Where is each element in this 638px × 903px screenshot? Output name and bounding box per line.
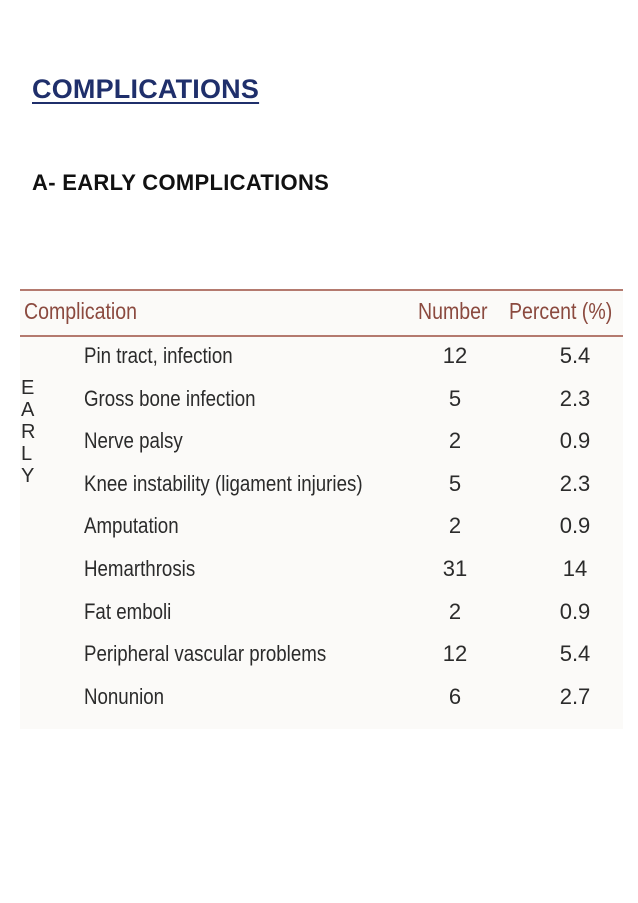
cell-percent: 5.4	[559, 641, 591, 667]
cell-complication: Hemarthrosis	[84, 555, 196, 581]
header-number: Number	[418, 298, 488, 324]
table-top-rule	[20, 289, 623, 291]
group-letter: A	[21, 399, 35, 421]
table-row	[20, 678, 623, 721]
cell-number: 31	[442, 555, 468, 581]
cell-number: 12	[442, 343, 468, 368]
cell-complication: Nonunion	[84, 683, 165, 709]
cell-complication: Amputation	[84, 513, 179, 539]
group-letter: Y	[21, 465, 35, 487]
table-row	[20, 635, 623, 678]
table-body	[20, 337, 623, 720]
cell-percent: 2.7	[559, 683, 591, 709]
table-row	[20, 593, 623, 636]
group-letter: E	[21, 377, 35, 399]
cell-number: 5	[448, 470, 462, 496]
table-row	[20, 337, 623, 380]
cell-percent: 0.9	[559, 428, 591, 454]
header-percent: Percent (%)	[509, 298, 613, 324]
complications-table	[20, 289, 623, 729]
section-heading: A- EARLY COMPLICATIONS	[32, 170, 330, 195]
cell-complication: Pin tract, infection	[84, 343, 233, 368]
cell-percent: 0.9	[559, 598, 591, 624]
cell-number: 12	[442, 641, 468, 667]
group-letter: L	[21, 443, 33, 465]
cell-percent: 0.9	[559, 513, 591, 539]
group-letter: R	[21, 421, 36, 443]
table-row	[20, 465, 623, 508]
table-row	[20, 380, 623, 423]
cell-number: 6	[448, 683, 462, 709]
cell-percent: 2.3	[559, 385, 591, 411]
cell-percent: 5.4	[559, 343, 591, 368]
cell-percent: 2.3	[559, 470, 591, 496]
page-title: COMPLICATIONS	[32, 74, 260, 104]
cell-number: 5	[448, 385, 462, 411]
table-row	[20, 422, 623, 465]
cell-number: 2	[448, 598, 462, 624]
header-complication: Complication	[24, 298, 138, 324]
cell-complication: Nerve palsy	[84, 428, 183, 454]
table-row	[20, 507, 623, 550]
cell-number: 2	[448, 428, 462, 454]
cell-complication: Peripheral vascular problems	[84, 641, 327, 667]
table-row	[20, 550, 623, 593]
cell-number: 2	[448, 513, 462, 539]
cell-complication: Knee instability (ligament injuries)	[84, 470, 363, 496]
cell-complication: Fat emboli	[84, 598, 172, 624]
cell-percent: 14	[562, 555, 588, 581]
cell-complication: Gross bone infection	[84, 385, 256, 411]
